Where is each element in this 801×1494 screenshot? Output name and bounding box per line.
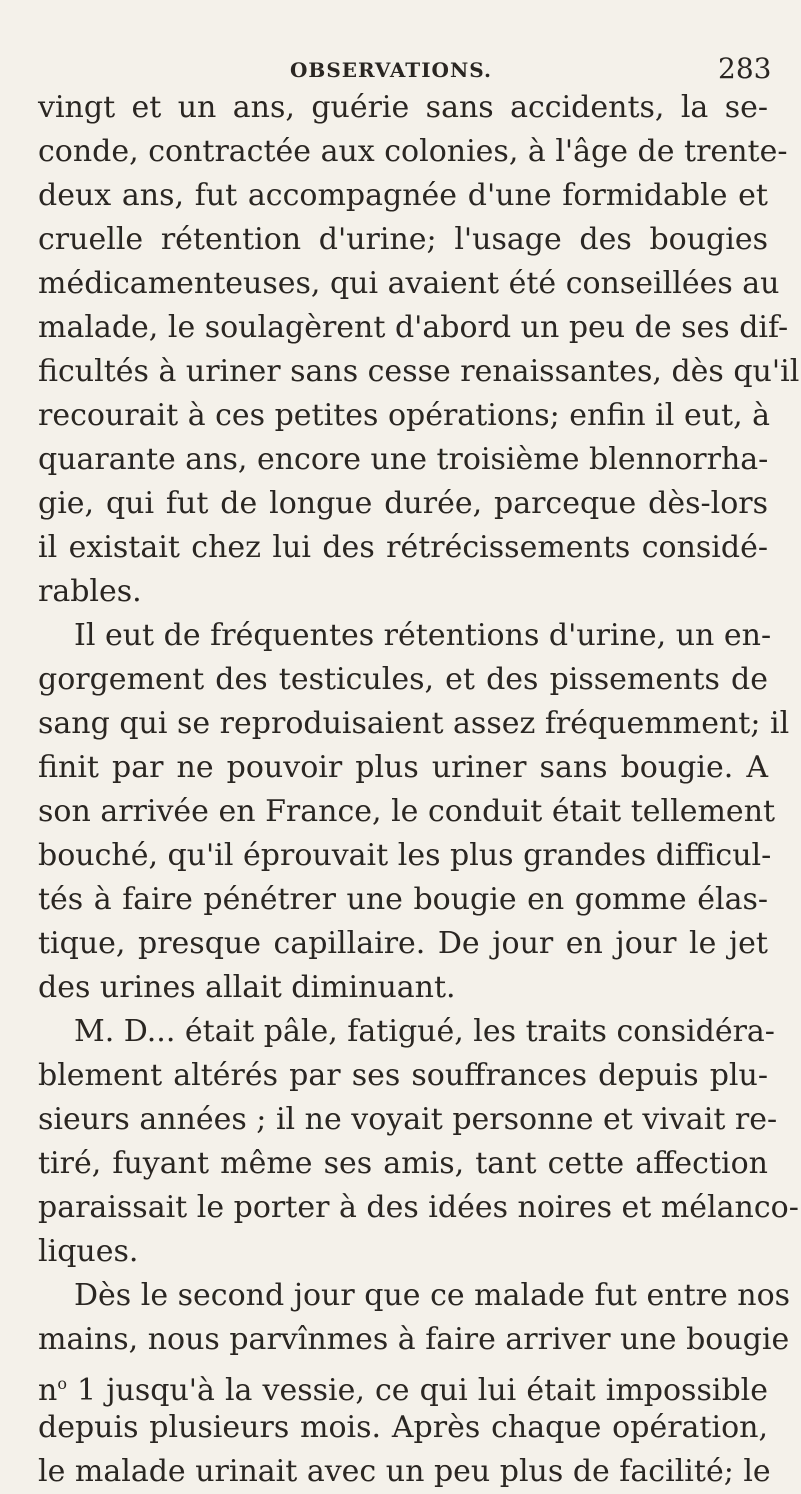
- text-line: sieurs années ; il ne voyait personne et vivait re-: [38, 1102, 778, 1137]
- text-line: depuis plusieurs mois. Après chaque opération,: [38, 1410, 768, 1445]
- text-line: rables.: [38, 574, 142, 609]
- text-line: liques.: [38, 1234, 139, 1269]
- text-line: sang qui se reproduisaient assez fréquemment; il: [38, 706, 790, 741]
- text-line: Dès le second jour que ce malade fut entre nos: [74, 1278, 791, 1313]
- text-line: M. D... était pâle, fatigué, les traits considéra-: [74, 1014, 775, 1049]
- text-line: médicamenteuses, qui avaient été conseillées au: [38, 266, 780, 301]
- text-line: vingt et un ans, guérie sans accidents, la se-: [38, 90, 768, 125]
- running-head: OBSERVATIONS.: [290, 58, 492, 82]
- text-line: son arrivée en France, le conduit était tellement: [38, 794, 776, 829]
- number-abbrev-superscript: o: [57, 1374, 67, 1393]
- text-line: gorgement des testicules, et des pissements de: [38, 662, 768, 697]
- text-line-with-number: [38, 1362, 768, 1406]
- page-number: 283: [718, 52, 772, 85]
- text-line: tique, presque capillaire. De jour en jour le jet: [38, 926, 768, 961]
- text-line-rest: jusqu'à la vessie, ce qui lui était impossible: [106, 1373, 768, 1408]
- text-line: ficultés à uriner sans cesse renaissantes, dès qu'il: [38, 354, 800, 389]
- text-line: bouché, qu'il éprouvait les plus grandes difficul-: [38, 838, 772, 873]
- text-line: cruelle rétention d'urine; l'usage des bougies: [38, 222, 768, 257]
- text-line: malade, le soulagèrent d'abord un peu de ses dif-: [38, 310, 789, 345]
- text-line: des urines allait diminuant.: [38, 970, 456, 1005]
- text-line: quarante ans, encore une troisième blennorrha-: [38, 442, 769, 477]
- text-line: finit par ne pouvoir plus uriner sans bougie. A: [38, 750, 768, 785]
- text-line: tés à faire pénétrer une bougie en gomme élas-: [38, 882, 768, 917]
- bougie-number: 1: [77, 1373, 97, 1408]
- text-line: conde, contractée aux colonies, à l'âge de trente-: [38, 134, 788, 169]
- text-line: Il eut de fréquentes rétentions d'urine, un en-: [74, 618, 772, 653]
- text-line: mains, nous parvînmes à faire arriver une bougie: [38, 1322, 790, 1357]
- text-line: deux ans, fut accompagnée d'une formidable et: [38, 178, 768, 213]
- text-line: gie, qui fut de longue durée, parceque dès-lors: [38, 486, 768, 521]
- text-line: paraissait le porter à des idées noires et mélanco-: [38, 1190, 799, 1225]
- text-line: le malade urinait avec un peu plus de facilité; le: [38, 1454, 771, 1489]
- text-line: tiré, fuyant même ses amis, tant cette affection: [38, 1146, 768, 1181]
- text-line: blement altérés par ses souffrances depuis plu-: [38, 1058, 768, 1093]
- text-line: il existait chez lui des rétrécissements considé-: [38, 530, 768, 565]
- number-abbrev: n: [38, 1373, 58, 1408]
- text-line: recourait à ces petites opérations; enfin il eut, à: [38, 398, 771, 433]
